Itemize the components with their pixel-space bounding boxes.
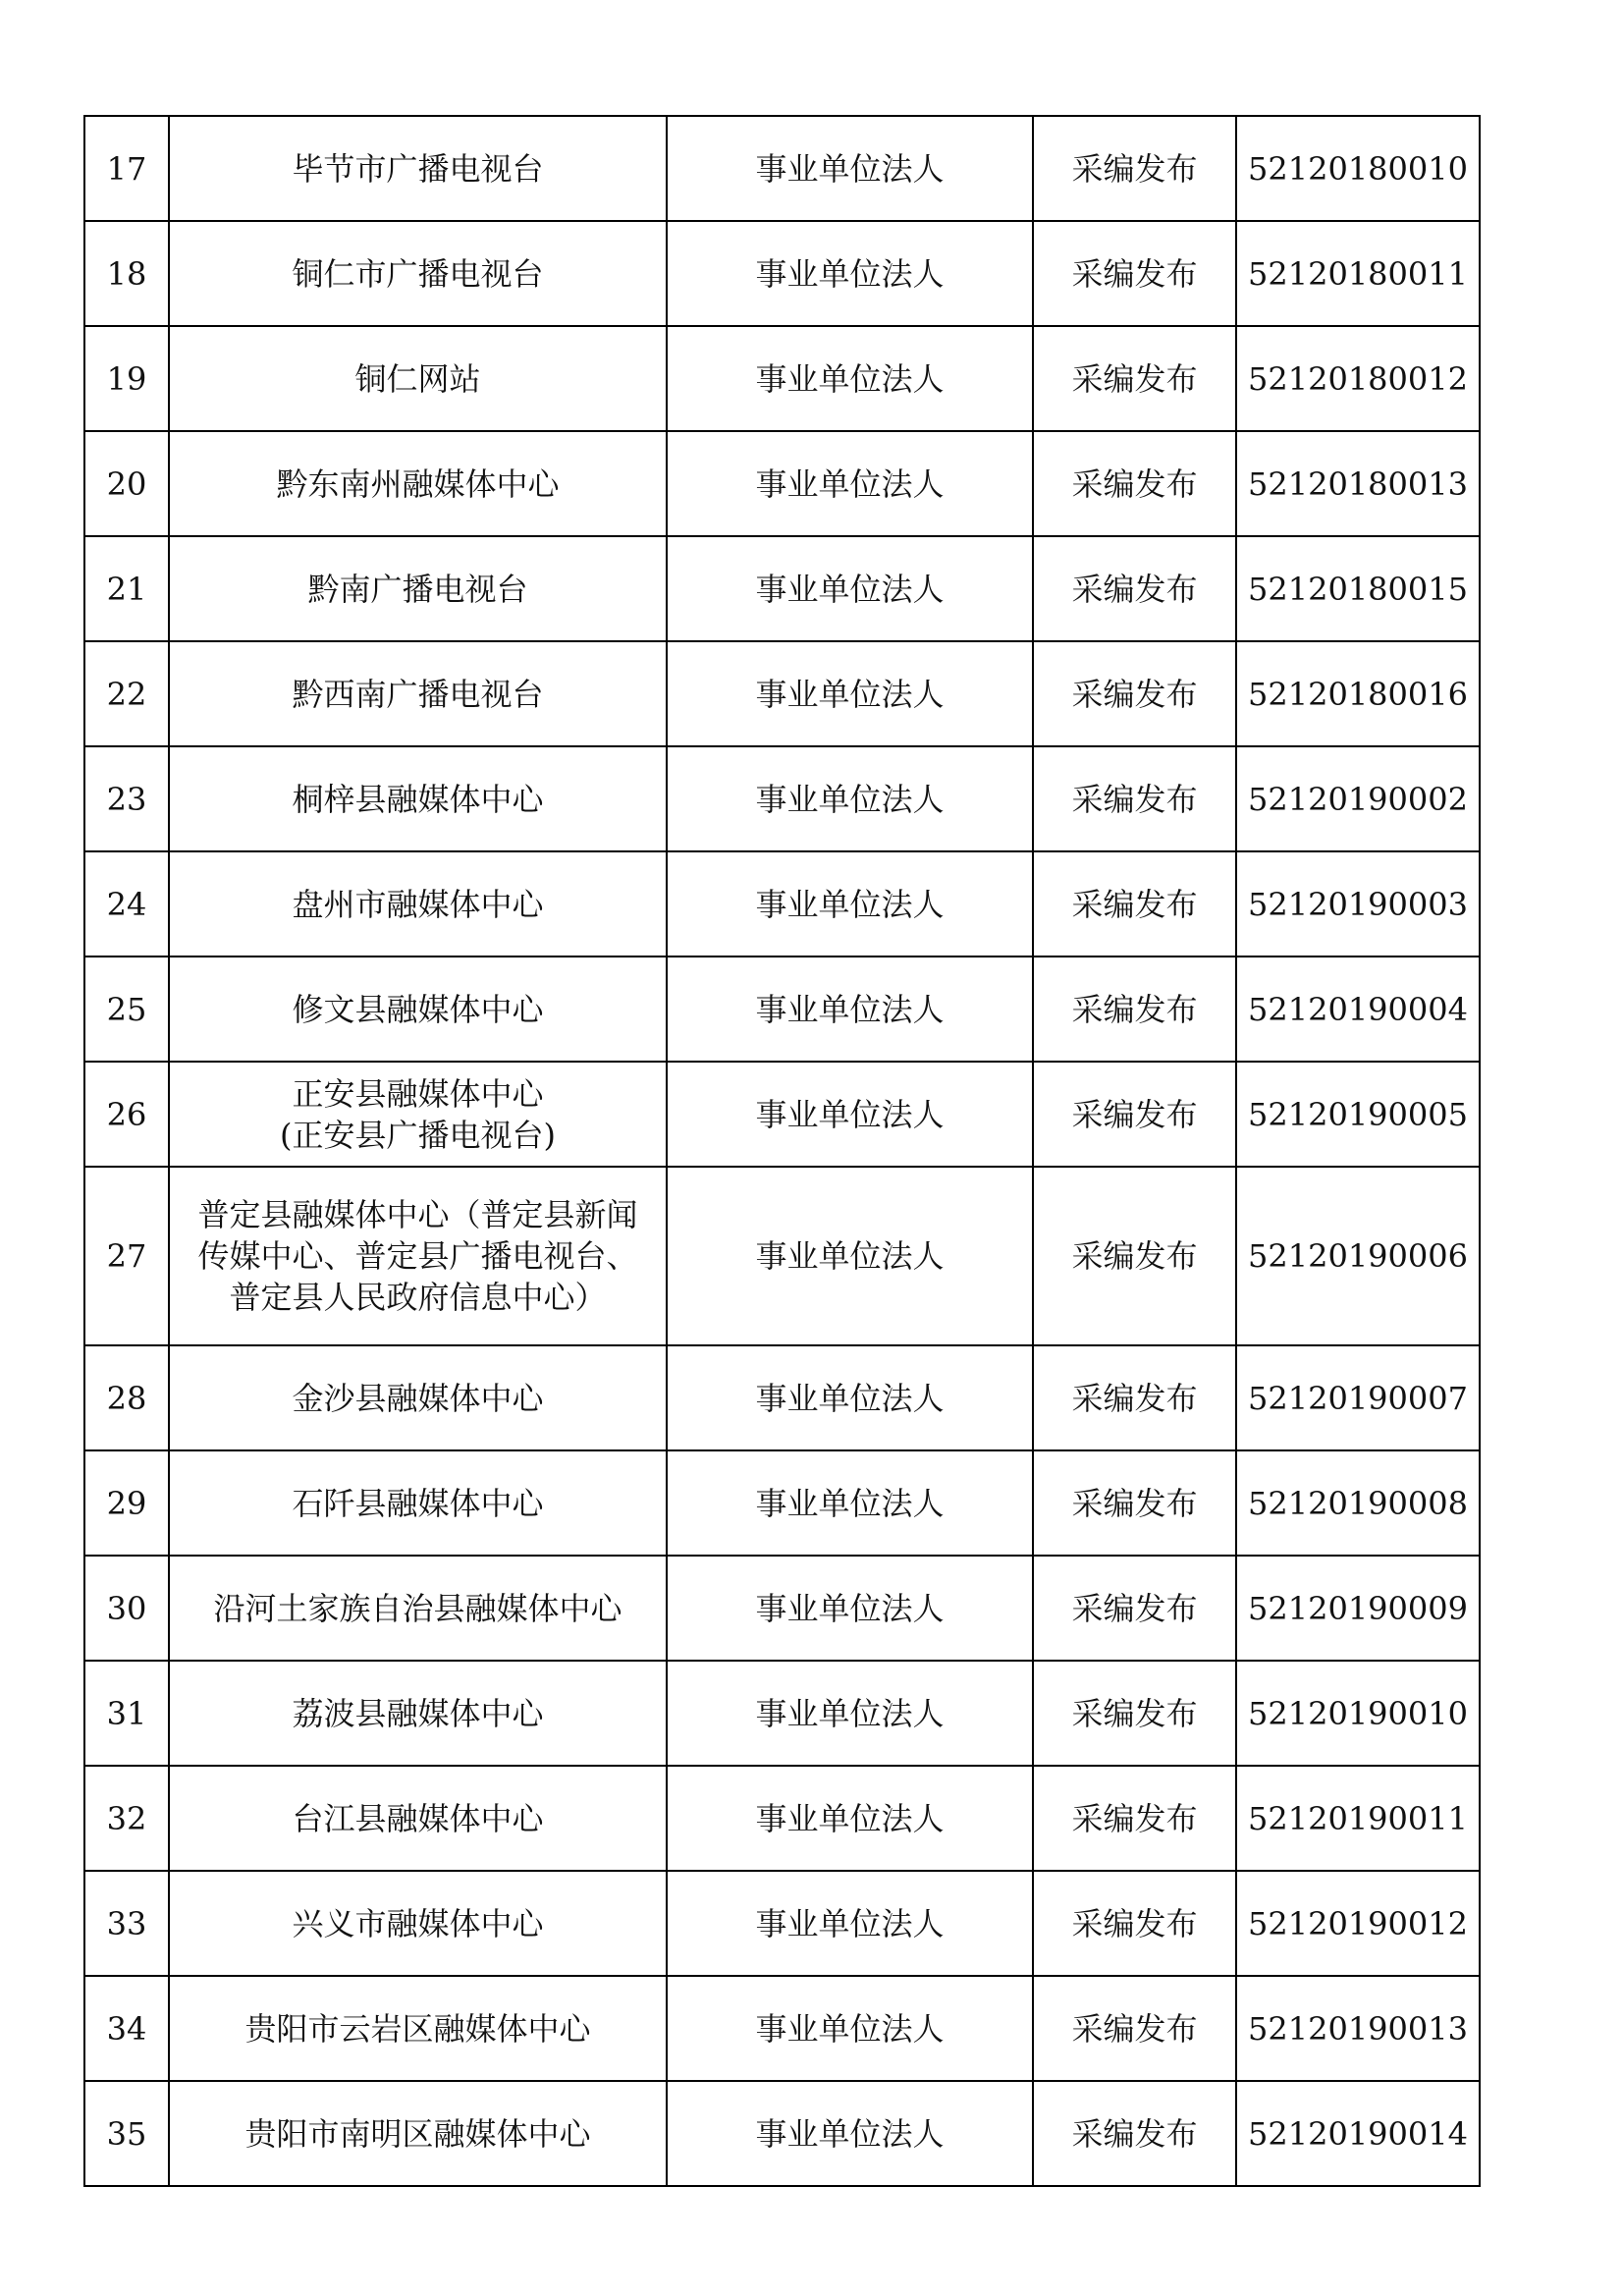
- license-code: 52120180013: [1236, 431, 1480, 536]
- entity-type: 事业单位法人: [667, 957, 1033, 1062]
- service-scope: 采编发布: [1033, 1766, 1236, 1871]
- table-row: [84, 2081, 1480, 2186]
- table-row: [84, 1661, 1480, 1766]
- service-scope: 采编发布: [1033, 746, 1236, 851]
- organization-name: 普定县融媒体中心（普定县新闻 传媒中心、普定县广播电视台、 普定县人民政府信息中心）: [169, 1167, 667, 1345]
- service-scope: 采编发布: [1033, 641, 1236, 746]
- license-code: 52120190008: [1236, 1450, 1480, 1556]
- license-code: 52120180011: [1236, 221, 1480, 326]
- entity-type: 事业单位法人: [667, 536, 1033, 641]
- license-code: 52120190002: [1236, 746, 1480, 851]
- row-number: 25: [84, 957, 169, 1062]
- organization-name: 沿河土家族自治县融媒体中心: [169, 1556, 667, 1661]
- license-code: 52120180012: [1236, 326, 1480, 431]
- service-scope: 采编发布: [1033, 116, 1236, 221]
- organization-name: 贵阳市南明区融媒体中心: [169, 2081, 667, 2186]
- entity-type: 事业单位法人: [667, 116, 1033, 221]
- license-code: 52120190005: [1236, 1062, 1480, 1167]
- organization-name: 石阡县融媒体中心: [169, 1450, 667, 1556]
- table-row: [84, 957, 1480, 1062]
- row-number: 19: [84, 326, 169, 431]
- row-number: 34: [84, 1976, 169, 2081]
- table-row: [84, 326, 1480, 431]
- entity-type: 事业单位法人: [667, 746, 1033, 851]
- table-row: [84, 1871, 1480, 1976]
- license-code: 52120190003: [1236, 851, 1480, 957]
- entity-type: 事业单位法人: [667, 431, 1033, 536]
- table-row: [84, 1556, 1480, 1661]
- service-scope: 采编发布: [1033, 851, 1236, 957]
- service-scope: 采编发布: [1033, 957, 1236, 1062]
- entity-type: 事业单位法人: [667, 1345, 1033, 1450]
- service-scope: 采编发布: [1033, 2081, 1236, 2186]
- table-row: [84, 431, 1480, 536]
- organization-name: 黔西南广播电视台: [169, 641, 667, 746]
- entity-type: 事业单位法人: [667, 641, 1033, 746]
- license-code: 52120190013: [1236, 1976, 1480, 2081]
- row-number: 24: [84, 851, 169, 957]
- entity-type: 事业单位法人: [667, 1871, 1033, 1976]
- entity-type: 事业单位法人: [667, 1062, 1033, 1167]
- license-code: 52120190010: [1236, 1661, 1480, 1766]
- license-code: 52120180016: [1236, 641, 1480, 746]
- row-number: 28: [84, 1345, 169, 1450]
- table-row: [84, 1167, 1480, 1345]
- row-number: 26: [84, 1062, 169, 1167]
- service-scope: 采编发布: [1033, 431, 1236, 536]
- license-code: 52120180015: [1236, 536, 1480, 641]
- service-scope: 采编发布: [1033, 1661, 1236, 1766]
- table-row: [84, 851, 1480, 957]
- organization-name: 铜仁网站: [169, 326, 667, 431]
- table-body: [84, 116, 1480, 2186]
- row-number: 32: [84, 1766, 169, 1871]
- row-number: 23: [84, 746, 169, 851]
- license-code: 52120190004: [1236, 957, 1480, 1062]
- organization-name: 毕节市广播电视台: [169, 116, 667, 221]
- service-scope: 采编发布: [1033, 1167, 1236, 1345]
- table-row: [84, 221, 1480, 326]
- table-row: [84, 1062, 1480, 1167]
- row-number: 33: [84, 1871, 169, 1976]
- organization-name: 贵阳市云岩区融媒体中心: [169, 1976, 667, 2081]
- organization-name: 台江县融媒体中心: [169, 1766, 667, 1871]
- service-scope: 采编发布: [1033, 1345, 1236, 1450]
- license-code: 52120190007: [1236, 1345, 1480, 1450]
- license-code: 52120190006: [1236, 1167, 1480, 1345]
- row-number: 30: [84, 1556, 169, 1661]
- entity-type: 事业单位法人: [667, 1556, 1033, 1661]
- row-number: 31: [84, 1661, 169, 1766]
- row-number: 27: [84, 1167, 169, 1345]
- service-scope: 采编发布: [1033, 1450, 1236, 1556]
- table-row: [84, 1976, 1480, 2081]
- row-number: 22: [84, 641, 169, 746]
- license-code: 52120190011: [1236, 1766, 1480, 1871]
- license-code: 52120190009: [1236, 1556, 1480, 1661]
- organization-name: 金沙县融媒体中心: [169, 1345, 667, 1450]
- entity-type: 事业单位法人: [667, 1167, 1033, 1345]
- row-number: 21: [84, 536, 169, 641]
- organization-name: 桐梓县融媒体中心: [169, 746, 667, 851]
- organization-name: 荔波县融媒体中心: [169, 1661, 667, 1766]
- service-scope: 采编发布: [1033, 326, 1236, 431]
- table-row: [84, 1766, 1480, 1871]
- organization-name: 修文县融媒体中心: [169, 957, 667, 1062]
- row-number: 20: [84, 431, 169, 536]
- entity-type: 事业单位法人: [667, 2081, 1033, 2186]
- table-row: [84, 746, 1480, 851]
- service-scope: 采编发布: [1033, 221, 1236, 326]
- entity-type: 事业单位法人: [667, 1976, 1033, 2081]
- organization-name: 黔南广播电视台: [169, 536, 667, 641]
- row-number: 18: [84, 221, 169, 326]
- table-row: [84, 1450, 1480, 1556]
- license-code: 52120190014: [1236, 2081, 1480, 2186]
- organization-name: 兴义市融媒体中心: [169, 1871, 667, 1976]
- service-scope: 采编发布: [1033, 1976, 1236, 2081]
- entity-type: 事业单位法人: [667, 851, 1033, 957]
- table-row: [84, 536, 1480, 641]
- row-number: 29: [84, 1450, 169, 1556]
- row-number: 35: [84, 2081, 169, 2186]
- entity-type: 事业单位法人: [667, 1766, 1033, 1871]
- service-scope: 采编发布: [1033, 1062, 1236, 1167]
- entity-type: 事业单位法人: [667, 326, 1033, 431]
- entity-type: 事业单位法人: [667, 221, 1033, 326]
- organization-name: 正安县融媒体中心 (正安县广播电视台): [169, 1062, 667, 1167]
- row-number: 17: [84, 116, 169, 221]
- service-scope: 采编发布: [1033, 1556, 1236, 1661]
- organization-name: 铜仁市广播电视台: [169, 221, 667, 326]
- entity-type: 事业单位法人: [667, 1450, 1033, 1556]
- table-row: [84, 1345, 1480, 1450]
- entity-type: 事业单位法人: [667, 1661, 1033, 1766]
- organization-name: 黔东南州融媒体中心: [169, 431, 667, 536]
- service-scope: 采编发布: [1033, 536, 1236, 641]
- license-code: 52120180010: [1236, 116, 1480, 221]
- registry-table: [83, 115, 1481, 2187]
- service-scope: 采编发布: [1033, 1871, 1236, 1976]
- organization-name: 盘州市融媒体中心: [169, 851, 667, 957]
- table-row: [84, 641, 1480, 746]
- license-code: 52120190012: [1236, 1871, 1480, 1976]
- table-row: [84, 116, 1480, 221]
